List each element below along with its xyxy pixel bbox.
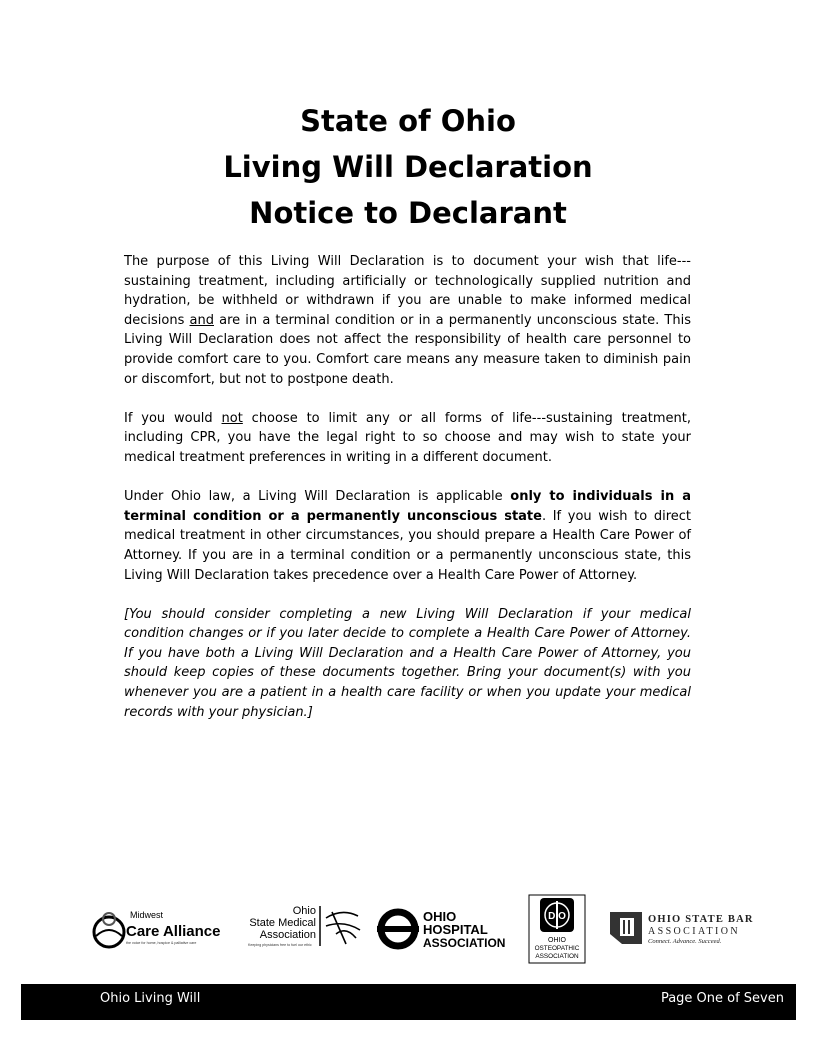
care-alliance-logo (90, 906, 225, 954)
paragraph-purpose: The purpose of this Living Will Declaration is to document your wish that life---sustaining treatment, including artificially or technologically supplied nutrition and hydration, be withheld or withdrawn if you are unable to make informed medical decisions and are in a terminal condition or in a permanently unconscious state. This Living Will Declaration does not affect the responsibility of health care personnel to provide comfort care to you. Comfort care means any measure taken to diminish pain or discomfort, but not to postpone death. (124, 254, 691, 387)
title-line-declaration: Living Will Declaration (223, 150, 593, 184)
svg-text:HOSPITAL: HOSPITAL (423, 922, 488, 937)
underlined-not: not (221, 410, 243, 426)
sponsor-logos (90, 894, 760, 966)
paragraph-ohio-law: Under Ohio law, a Living Will Declaration is applicable only to individuals in a terminal condition or a permanently unconscious state. If you wish to direct medical treatment in other circumstances, you should prepare a Health Care Power of Attorney. If you are in a terminal condition or a permanently unconscious state, this Living Will Declaration takes precedence over a Health Care Power of Attorney. (124, 489, 691, 583)
svg-text:ASSOCIATION: ASSOCIATION (535, 953, 579, 960)
document-title (0, 98, 816, 236)
svg-text:Midwest: Midwest (130, 910, 164, 920)
svg-text:Ohio: Ohio (292, 905, 316, 917)
svg-text:Keeping physicians free to fue: Keeping physicians free to fuel our ethic (248, 943, 312, 947)
osba-logo (608, 908, 760, 948)
ooa-logo (528, 894, 586, 964)
paragraph-advice: [You should consider completing a new Living Will Declaration if your medical condition changes or if you later decide to complete a Health Care Power of Attorney. If you have both a Living Will Declaration and a Health Care Power of Attorney, you should keep copies of these documents together. Bring your document(s) with you whenever you are a patient in a health care facility or when you update your medical records with your physician.] (124, 606, 691, 720)
svg-text:OSTEOPATHIC: OSTEOPATHIC (534, 945, 580, 952)
underlined-and: and (189, 312, 214, 328)
svg-text:ASSOCIATION: ASSOCIATION (648, 926, 740, 937)
svg-text:OHIO: OHIO (423, 909, 457, 924)
svg-text:OHIO STATE BAR: OHIO STATE BAR (648, 914, 754, 925)
svg-text:D O: D O (548, 911, 566, 922)
svg-text:Association: Association (259, 929, 316, 941)
svg-text:Connect. Advance. Succeed.: Connect. Advance. Succeed. (648, 938, 722, 945)
footer-page-number: Page One of Seven (660, 991, 784, 1006)
svg-text:State Medical: State Medical (249, 917, 316, 929)
paragraph-right-to-choose: If you would not choose to limit any or all forms of life---sustaining treatment, including CPR, you have the legal right to so choose and may wish to state your medical treatment preferences in writing in a different document. (124, 410, 692, 465)
bold-applicability: only to individuals in a terminal condition or a permanently unconscious state (124, 489, 691, 524)
title-line-state: State of Ohio (300, 104, 516, 138)
notice-body (124, 252, 691, 742)
title-line-notice: Notice to Declarant (249, 196, 567, 230)
svg-text:Care Alliance: Care Alliance (126, 923, 221, 940)
osma-logo (246, 904, 364, 952)
svg-text:OHIO: OHIO (548, 937, 566, 944)
svg-text:ASSOCIATION: ASSOCIATION (423, 936, 506, 950)
footer-document-name: Ohio Living Will (100, 991, 201, 1006)
oha-logo (377, 908, 513, 952)
svg-text:the voice for home, hospice &: the voice for home, hospice & palliative care (126, 941, 197, 945)
page-footer (21, 984, 796, 1020)
